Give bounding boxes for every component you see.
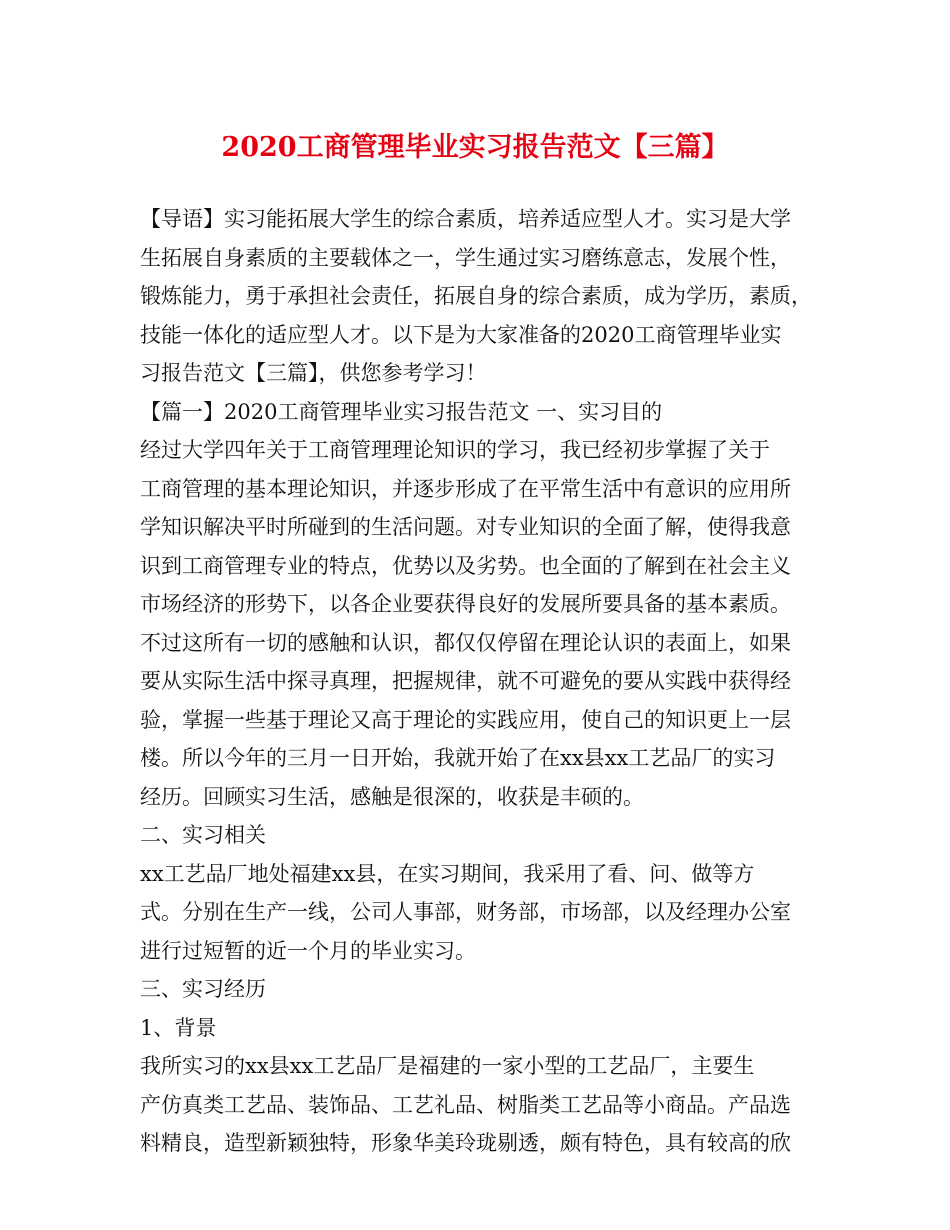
body-line: 三、实习经历 [140,977,266,1001]
body-line: 习报告范文【三篇】，供您参考学习！ [140,361,487,385]
body-line: 产仿真类工艺品、装饰品、工艺礼品、树脂类工艺品等小商品。产品选 [140,1092,791,1117]
body-line: 1、背景 [140,1015,217,1040]
body-line: 技能一体化的适应型人才。以下是为大家准备的2020工商管理毕业实 [140,322,782,347]
body-line: 要从实际生活中探寻真理，把握规律，就不可避免的要从实践中获得经 [140,669,791,693]
body-line: 式。分别在生产一线，公司人事部，财务部，市场部，以及经理办公室 [140,900,791,924]
body-line: 工商管理的基本理论知识，并逐步形成了在平常生活中有意识的应用所 [140,476,791,501]
body-line: 验，掌握一些基于理论又高于理论的实践应用，使自己的知识更上一层 [140,707,791,732]
body-line: 【篇一】2020工商管理毕业实习报告范文 一、实习目的 [140,399,663,424]
body-line: 生拓展自身素质的主要载体之一，学生通过实习磨练意志，发展个性， [140,245,791,270]
body-line: 楼。所以今年的三月一日开始，我就开始了在xx县xx工艺品厂的实习 [140,746,776,770]
body-line: 不过这所有一切的感触和认识，都仅仅停留在理论认识的表面上，如果 [140,630,791,655]
body-line: 料精良，造型新颖独特，形象华美玲珑剔透，颇有特色，具有较高的欣 [140,1131,791,1155]
body-line: 【导语】实习能拓展大学生的综合素质，培养适应型人才。实习是大学 [140,207,791,231]
body-line: xx工艺品厂地处福建xx县，在实习期间，我采用了看、问、做等方 [140,861,755,886]
body-line: 我所实习的xx县xx工艺品厂是福建的一家小型的工艺品厂，主要生 [140,1054,755,1078]
body-line: 经过大学四年关于工商管理理论知识的学习，我已经初步掌握了关于 [140,438,770,462]
body-line: 经历。回顾实习生活，感触是很深的，收获是丰硕的。 [140,784,644,809]
body-line: 学知识解决平时所碰到的生活问题。对专业知识的全面了解，使得我意 [140,515,791,539]
body-line: 进行过短暂的近一个月的毕业实习。 [140,938,476,963]
body-line: 识到工商管理专业的特点，优势以及劣势。也全面的了解到在社会主义 [140,553,791,578]
body-line: 市场经济的形势下，以各企业要获得良好的发展所要具备的基本素质。 [140,592,791,616]
body-line: 二、实习相关 [140,823,266,847]
document-title: 2020工商管理毕业实习报告范文【三篇】 [221,132,729,163]
body-line: 锻炼能力，勇于承担社会责任，拓展自身的综合素质，成为学历，素质， [140,284,812,308]
document-body [140,200,830,1163]
